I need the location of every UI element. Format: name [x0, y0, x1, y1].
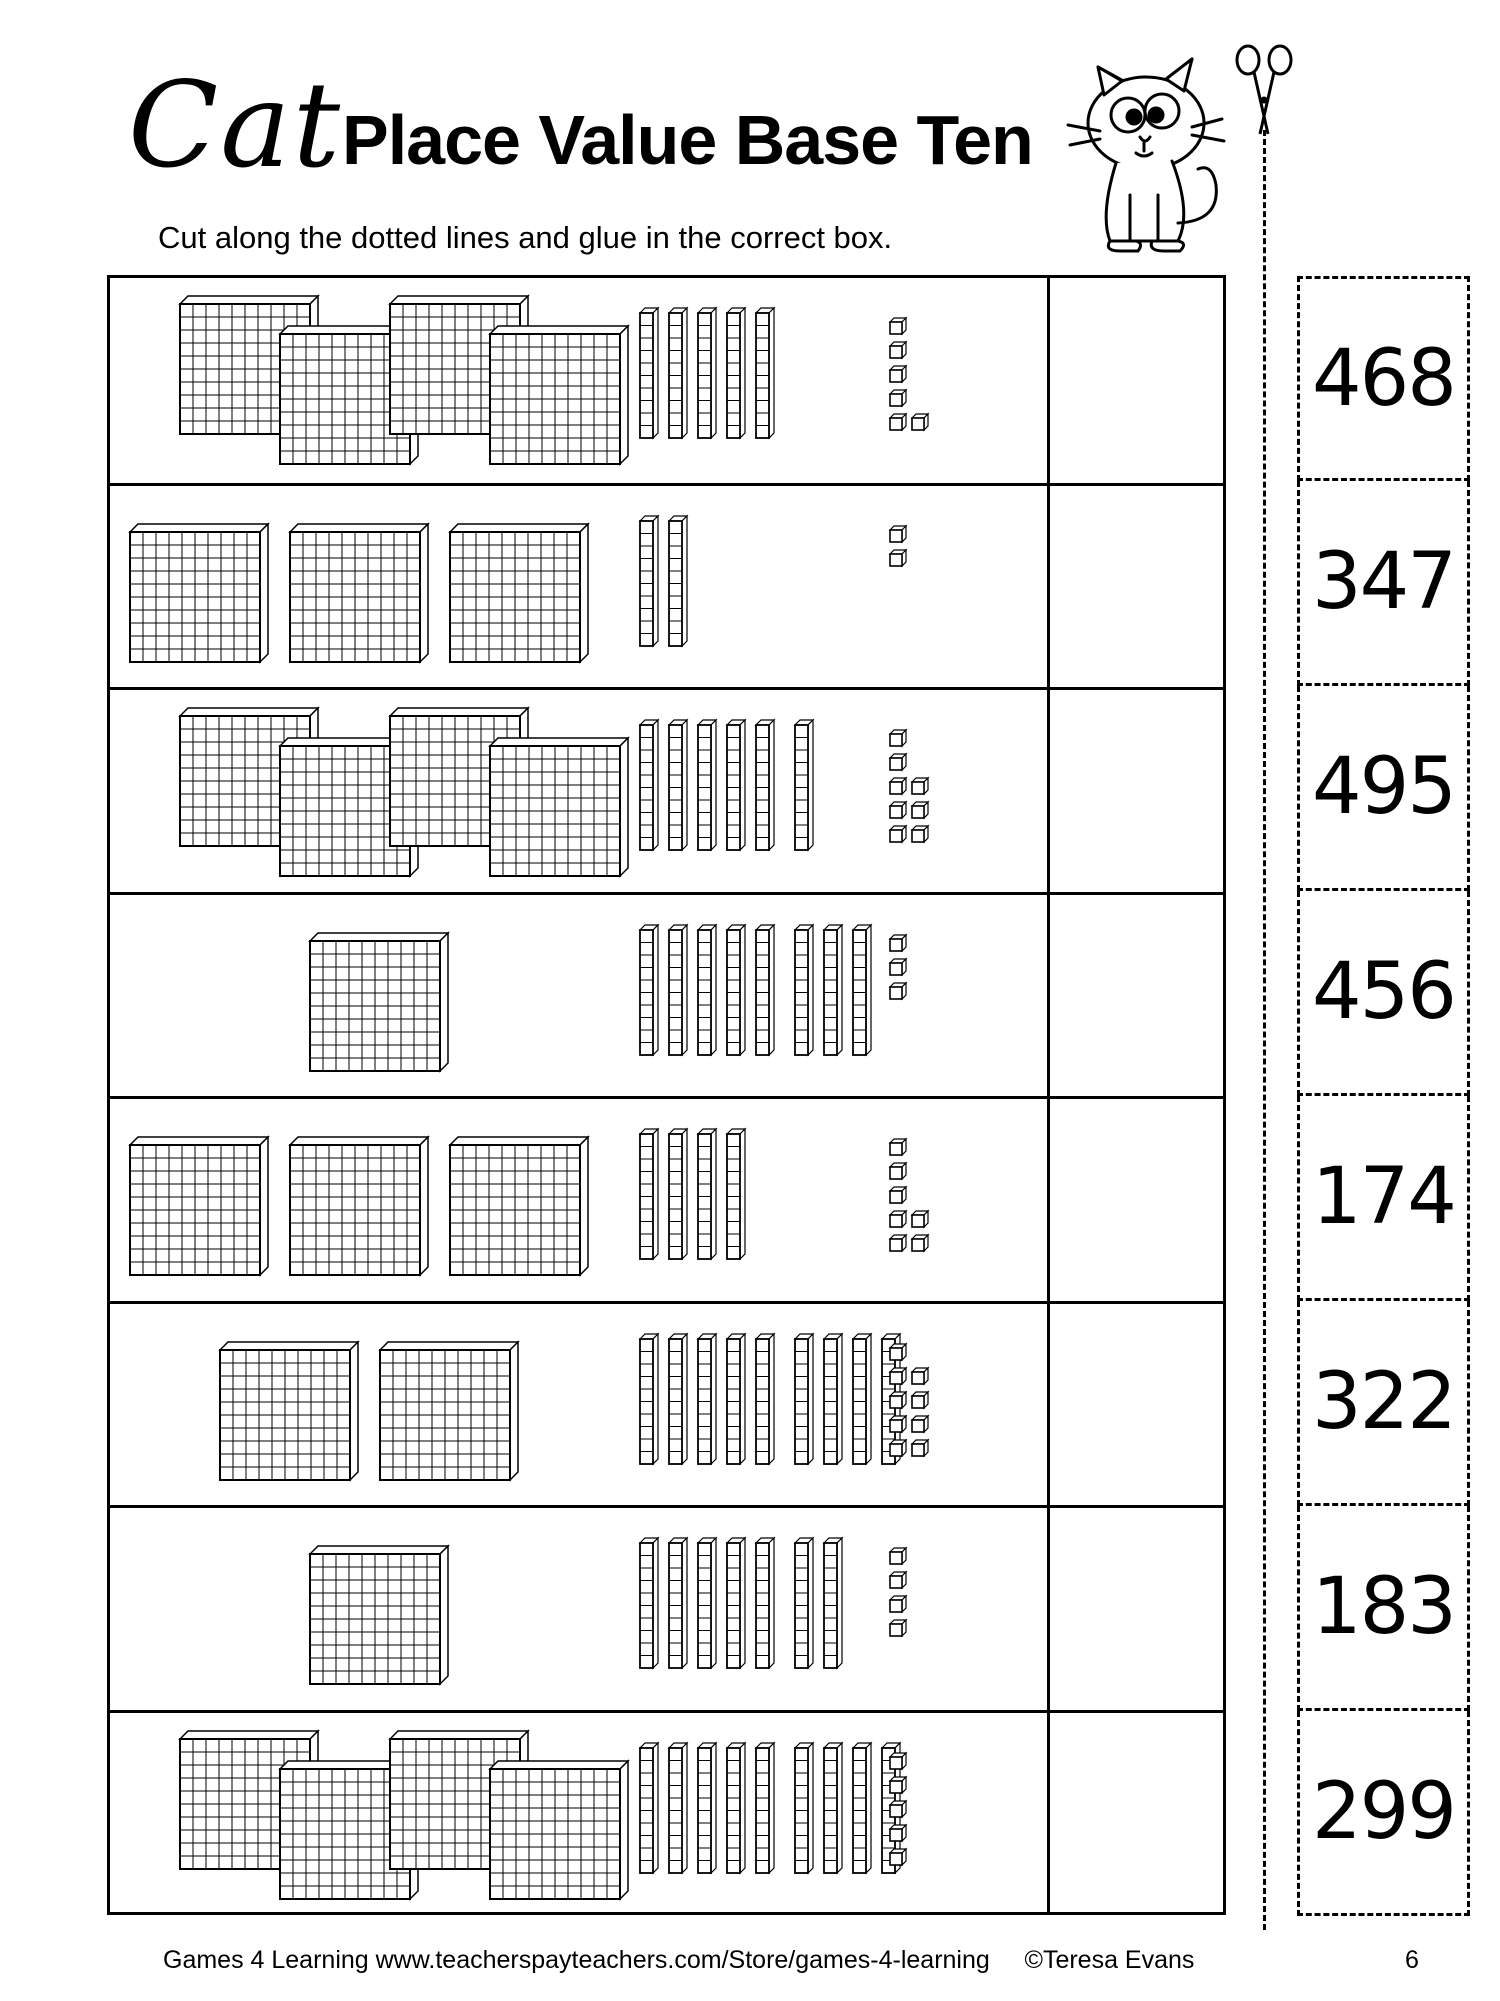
tens-rod	[640, 308, 658, 438]
ones-cube	[890, 1620, 906, 1636]
worksheet-row	[110, 687, 1223, 892]
ones-cube	[890, 826, 906, 842]
answer-box[interactable]	[1047, 1713, 1225, 1915]
tens-rod	[727, 1743, 745, 1873]
tens-rod	[727, 925, 745, 1055]
cut-line-vertical	[1263, 130, 1266, 1930]
ones-cube	[890, 1139, 906, 1155]
tens-rod	[853, 1334, 871, 1464]
ones-cube	[912, 1235, 928, 1251]
tens-rod	[640, 1743, 658, 1873]
tens-rod	[795, 1743, 813, 1873]
tens-rod	[756, 720, 774, 850]
worksheet-row	[110, 1505, 1223, 1710]
number-card[interactable]: 183	[1297, 1506, 1470, 1711]
tens-rod	[756, 1334, 774, 1464]
base-ten-model	[110, 1508, 1047, 1710]
base-ten-model	[110, 1713, 1047, 1915]
tens-rod	[698, 720, 716, 850]
tens-rod	[795, 720, 813, 850]
ones-cube	[912, 1368, 928, 1384]
cat-illustration	[1060, 45, 1230, 255]
ones-cube	[912, 1440, 928, 1456]
ones-cube	[912, 414, 928, 430]
answer-box[interactable]	[1047, 278, 1225, 483]
ones-cube	[890, 550, 906, 566]
tens-rod	[640, 516, 658, 646]
tens-rod	[795, 1334, 813, 1464]
tens-rod	[669, 1743, 687, 1873]
tens-rod	[640, 1129, 658, 1259]
ones-cube	[890, 935, 906, 951]
ones-cube	[890, 1801, 906, 1817]
ones-cube	[912, 826, 928, 842]
answer-box[interactable]	[1047, 486, 1225, 688]
tens-rod	[756, 1538, 774, 1668]
ones-cube	[890, 318, 906, 334]
number-card[interactable]: 347	[1297, 481, 1470, 686]
hundreds-flat	[490, 738, 628, 876]
answer-box[interactable]	[1047, 1304, 1225, 1506]
base-ten-model	[110, 1304, 1047, 1506]
ones-cube	[912, 1392, 928, 1408]
tens-rod	[640, 720, 658, 850]
tens-rod	[640, 925, 658, 1055]
tens-rod	[698, 925, 716, 1055]
tens-rod	[698, 1743, 716, 1873]
ones-cube	[890, 342, 906, 358]
tens-rod	[824, 1334, 842, 1464]
worksheet-row	[110, 483, 1223, 688]
instructions-text: Cut along the dotted lines and glue in the correct box.	[158, 220, 893, 255]
ones-cube	[890, 1572, 906, 1588]
number-cards-column	[1297, 276, 1470, 1917]
ones-cube	[890, 1440, 906, 1456]
answer-box[interactable]	[1047, 1508, 1225, 1710]
worksheet-row	[110, 1710, 1223, 1915]
base-ten-model	[110, 690, 1047, 892]
hundreds-flat	[290, 1137, 428, 1275]
ones-cube	[890, 1392, 906, 1408]
ones-cube	[890, 983, 906, 999]
answer-box[interactable]	[1047, 690, 1225, 892]
tens-rod	[698, 1129, 716, 1259]
ones-cube	[890, 1163, 906, 1179]
hundreds-flat	[450, 1137, 588, 1275]
tens-rod	[756, 925, 774, 1055]
ones-cube	[890, 1235, 906, 1251]
ones-cube	[912, 778, 928, 794]
tens-rod	[698, 308, 716, 438]
number-card[interactable]: 468	[1297, 276, 1470, 481]
ones-cube	[890, 1211, 906, 1227]
tens-rod	[669, 1334, 687, 1464]
ones-cube	[912, 802, 928, 818]
tens-rod	[824, 1743, 842, 1873]
ones-cube	[890, 1596, 906, 1612]
base-ten-model	[110, 278, 1047, 483]
number-card[interactable]: 322	[1297, 1301, 1470, 1506]
tens-rod	[669, 516, 687, 646]
hundreds-flat	[310, 933, 448, 1071]
hundreds-flat	[490, 326, 628, 464]
worksheet-row	[110, 278, 1223, 483]
page-title: Place Value Base Ten	[342, 101, 1033, 179]
ones-cube	[890, 1187, 906, 1203]
tens-rod	[669, 1538, 687, 1668]
footer-credit: Games 4 Learning www.teacherspayteachers.com/Store/games-4-learning ©Teresa Evans	[163, 1946, 1195, 1974]
hundreds-flat	[380, 1342, 518, 1480]
tens-rod	[756, 1743, 774, 1873]
tens-rod	[669, 308, 687, 438]
hundreds-flat	[310, 1546, 448, 1684]
page-number: 6	[1405, 1946, 1419, 1974]
tens-rod	[669, 720, 687, 850]
ones-cube	[890, 778, 906, 794]
ones-cube	[890, 802, 906, 818]
base-ten-model	[110, 486, 1047, 688]
answer-box[interactable]	[1047, 1099, 1225, 1301]
ones-cube	[890, 730, 906, 746]
ones-cube	[890, 1344, 906, 1360]
base-ten-model	[110, 1099, 1047, 1301]
ones-cube	[890, 1548, 906, 1564]
ones-cube	[912, 1211, 928, 1227]
tens-rod	[698, 1538, 716, 1668]
tens-rod	[698, 1334, 716, 1464]
hundreds-flat	[290, 524, 428, 662]
ones-cube	[890, 526, 906, 542]
ones-cube	[890, 1416, 906, 1432]
number-card[interactable]: 495	[1297, 686, 1470, 891]
answer-box[interactable]	[1047, 895, 1225, 1097]
worksheet-table	[107, 275, 1226, 1915]
ones-cube	[890, 754, 906, 770]
ones-cube	[890, 1368, 906, 1384]
hundreds-flat	[220, 1342, 358, 1480]
ones-cube	[890, 390, 906, 406]
ones-cube	[890, 1825, 906, 1841]
worksheet-row	[110, 892, 1223, 1097]
ones-cube	[890, 1777, 906, 1793]
hundreds-flat	[130, 1137, 268, 1275]
tens-rod	[853, 1743, 871, 1873]
number-card[interactable]: 299	[1297, 1711, 1470, 1916]
tens-rod	[853, 925, 871, 1055]
tens-rod	[824, 925, 842, 1055]
ones-cube	[890, 1849, 906, 1865]
tens-rod	[640, 1538, 658, 1668]
tens-rod	[669, 925, 687, 1055]
tens-rod	[727, 1334, 745, 1464]
ones-cube	[890, 959, 906, 975]
tens-rod	[795, 925, 813, 1055]
base-ten-model	[110, 895, 1047, 1097]
number-card[interactable]: 456	[1297, 891, 1470, 1096]
number-card[interactable]: 174	[1297, 1096, 1470, 1301]
ones-cube	[890, 366, 906, 382]
tens-rod	[669, 1129, 687, 1259]
hundreds-flat	[490, 1761, 628, 1899]
hundreds-flat	[450, 524, 588, 662]
hundreds-flat	[130, 524, 268, 662]
tens-rod	[727, 1538, 745, 1668]
tens-rod	[727, 308, 745, 438]
worksheet-row	[110, 1301, 1223, 1506]
ones-cube	[890, 414, 906, 430]
tens-rod	[756, 308, 774, 438]
ones-cube	[912, 1416, 928, 1432]
tens-rod	[727, 720, 745, 850]
scissors-icon	[1232, 42, 1296, 138]
tens-rod	[795, 1538, 813, 1668]
worksheet-row	[110, 1096, 1223, 1301]
ones-cube	[890, 1753, 906, 1769]
tens-rod	[727, 1129, 745, 1259]
tens-rod	[640, 1334, 658, 1464]
tens-rod	[824, 1538, 842, 1668]
title-cat-word: Cat	[128, 56, 343, 194]
